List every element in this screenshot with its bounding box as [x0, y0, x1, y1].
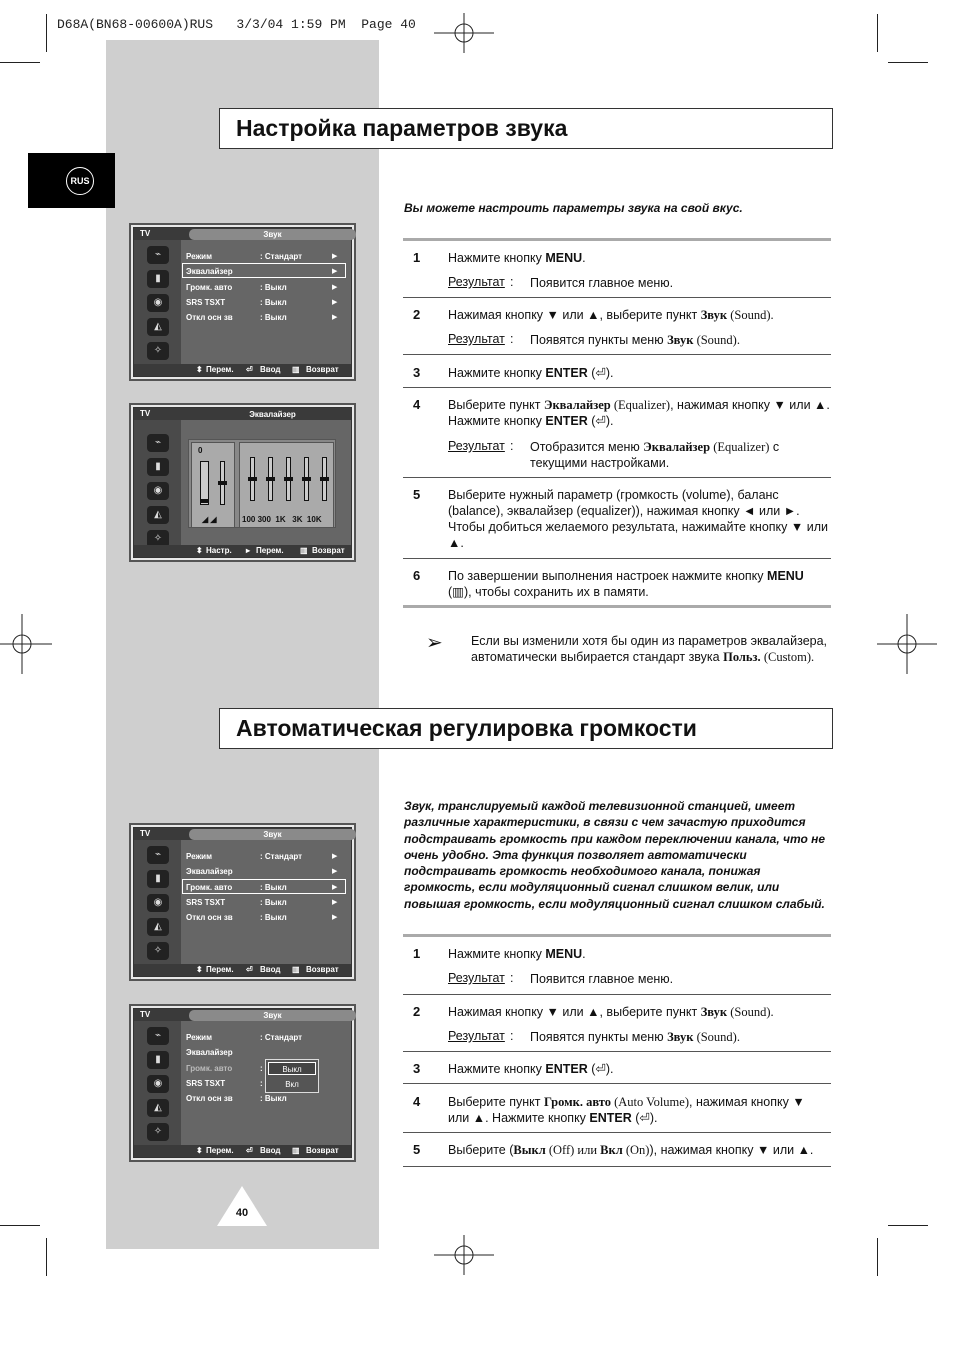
menu-item[interactable]: SRS TSXT — [186, 1079, 226, 1088]
updown-icon: ⬍ — [196, 365, 203, 374]
channel-icon: ◭ — [147, 318, 169, 336]
arrow-right-icon: ▶ — [332, 284, 338, 291]
help-enter: Ввод — [260, 1146, 281, 1155]
divider — [403, 934, 831, 937]
menu-help-bar — [134, 1145, 351, 1157]
menu-item[interactable]: Откл осн зв — [186, 313, 233, 322]
slider-knob — [248, 477, 257, 481]
equalizer-panel — [188, 439, 336, 528]
slider-knob — [284, 477, 293, 481]
arrow-right-icon: ▶ — [332, 853, 338, 860]
menu-colon: : — [260, 1079, 263, 1088]
result-label: Результат — [448, 439, 505, 453]
menu-sidebar — [134, 420, 181, 545]
menu-item[interactable]: Эквалайзер — [186, 867, 233, 876]
menu-title: Звук — [189, 829, 356, 840]
result-colon: : — [510, 1029, 514, 1043]
menu-value: : Выкл — [260, 298, 287, 307]
section-title: Настройка параметров звука — [219, 108, 833, 149]
crop-mark — [888, 62, 928, 63]
updown-icon: ⬍ — [196, 546, 203, 555]
antenna-icon: ⌁ — [147, 1027, 169, 1045]
step-number: 4 — [413, 1094, 421, 1109]
picture-icon: ▮ — [147, 458, 169, 476]
tv-label: TV — [140, 229, 151, 238]
menu-sidebar — [134, 840, 181, 964]
crop-mark — [877, 1238, 878, 1276]
result-text: Отобразится меню Эквалайзер (Equalizer) с текущими настройками. — [530, 440, 780, 470]
channel-icon: ◭ — [147, 1099, 169, 1117]
menu-item[interactable]: Режим — [186, 1033, 212, 1042]
arrow-right-icon: ▶ — [332, 314, 338, 321]
setup-icon: ✧ — [147, 1123, 169, 1141]
section-intro: Звук, транслируемый каждой телевизионной станцией, имеет различные характеристики, в связи с чем зачастую приходится подстраивать громкость при каждом переключении канала, что не очень удобно. Эта функция позволяет автоматически подстраивать громкость необходимого канала, понижая громкость, если модуляционный сигнал слишком велик, или повышая громкость, если модуляционный сигнал слишком слабый. — [404, 799, 826, 911]
help-enter: Ввод — [260, 365, 281, 374]
arrow-right-icon: ▶ — [332, 899, 338, 906]
help-move: Перем. — [206, 365, 234, 374]
tv-label: TV — [140, 1010, 151, 1019]
arrow-right-icon: ▶ — [332, 299, 338, 306]
help-move: Перем. — [256, 546, 284, 555]
tv-screen-sound-menu — [129, 223, 356, 381]
step-text: Нажмите кнопку ENTER (⏎). — [448, 366, 614, 380]
divider — [403, 387, 831, 388]
option-off[interactable]: Выкл — [268, 1062, 316, 1075]
enter-icon: ⏎ — [246, 1146, 253, 1155]
divider — [403, 1166, 831, 1167]
menu-colon: : — [260, 1064, 263, 1073]
menu-item[interactable]: Эквалайзер — [186, 267, 233, 276]
tv-label: TV — [140, 409, 151, 418]
menu-value: : Выкл — [260, 1094, 287, 1103]
divider — [403, 558, 831, 559]
option-popup — [265, 1059, 319, 1093]
step-text: Нажмите кнопку MENU. — [448, 947, 586, 961]
menu-icon: ▥ — [292, 1146, 300, 1155]
antenna-icon: ⌁ — [147, 246, 169, 264]
step-number: 3 — [413, 365, 421, 380]
slider-knob — [266, 477, 275, 481]
menu-item[interactable]: Громк. авто — [186, 1064, 233, 1073]
menu-value: : Стандарт — [260, 852, 303, 861]
registration-mark-icon — [434, 1225, 494, 1285]
menu-value: : Выкл — [260, 313, 287, 322]
tv-screen-equalizer — [129, 403, 356, 562]
divider — [403, 1132, 831, 1133]
step-number: 1 — [413, 250, 421, 265]
result-colon: : — [510, 439, 514, 453]
crop-mark — [46, 1238, 47, 1276]
picture-icon: ▮ — [147, 1051, 169, 1069]
note-arrow-icon: ➢ — [426, 632, 443, 654]
setup-icon: ✧ — [147, 342, 169, 360]
menu-title: Звук — [189, 229, 356, 240]
channel-icon: ◭ — [147, 506, 169, 524]
divider — [403, 605, 831, 608]
result-colon: : — [510, 275, 514, 289]
band-frequency-labels: 100 300 1K 3K 10K — [242, 515, 322, 524]
picture-icon: ▮ — [147, 870, 169, 888]
step-number: 4 — [413, 397, 421, 412]
divider — [403, 994, 831, 995]
menu-item[interactable]: Громк. авто — [186, 883, 233, 892]
menu-icon: ▥ — [292, 965, 300, 974]
setup-icon: ✧ — [147, 942, 169, 960]
menu-item[interactable]: Режим — [186, 852, 212, 861]
step-text: Нажимая кнопку ▼ или ▲, выберите пункт Звук (Sound). — [448, 1005, 774, 1019]
crop-mark — [877, 14, 878, 52]
result-colon: : — [510, 332, 514, 346]
menu-item[interactable]: Эквалайзер — [186, 1048, 233, 1057]
arrow-right-icon: ▶ — [332, 253, 338, 260]
divider — [403, 238, 831, 241]
menu-item[interactable]: Громк. авто — [186, 283, 233, 292]
volume-balance-group — [191, 442, 235, 528]
language-badge: RUS — [66, 167, 94, 195]
updown-icon: ⬍ — [196, 965, 203, 974]
divider — [403, 1051, 831, 1052]
volume-zero-label: 0 — [198, 446, 203, 455]
section-title: Автоматическая регулировка громкости — [219, 708, 833, 749]
menu-help-bar — [134, 545, 351, 557]
enter-icon: ⏎ — [246, 365, 253, 374]
step-number: 5 — [413, 487, 421, 502]
step-text: Выберите пункт Громк. авто (Auto Volume), нажимая кнопку ▼ или ▲. Нажмите кнопку ENTER (⏎). — [448, 1095, 805, 1125]
crop-mark — [888, 1225, 928, 1226]
slider-knob — [320, 477, 329, 481]
result-text: Появится главное меню. — [530, 972, 674, 986]
arrow-right-icon: ▶ — [332, 868, 338, 875]
menu-value: : Выкл — [260, 898, 287, 907]
tv-screen-auto-volume-popup — [129, 1004, 356, 1162]
help-return: Возврат — [306, 1146, 339, 1155]
menu-item[interactable]: SRS TSXT — [186, 898, 226, 907]
option-on[interactable]: Вкл — [285, 1080, 299, 1089]
step-text: Выберите (Выкл (Off) или Вкл (On)), нажимая кнопку ▼ или ▲. — [448, 1143, 814, 1157]
step-text: Выберите нужный параметр (громкость (volume), баланс (balance), эквалайзер (equalizer)), нажимая кнопку ◄ или ►. Чтобы добиться желаемого результата, нажимайте кнопку ▼ или ▲. — [448, 488, 828, 550]
crop-mark — [0, 1225, 40, 1226]
help-adjust: Настр. — [206, 546, 232, 555]
arrow-right-icon: ▶ — [332, 268, 338, 275]
divider — [403, 354, 831, 355]
step-text: Нажмите кнопку MENU. — [448, 251, 586, 265]
result-text: Появится главное меню. — [530, 276, 674, 290]
arrow-right-icon: ▶ — [332, 914, 338, 921]
divider — [403, 477, 831, 478]
help-move: Перем. — [206, 965, 234, 974]
result-text: Появятся пункты меню Звук (Sound). — [530, 1030, 740, 1044]
setup-icon: ✧ — [147, 530, 169, 548]
menu-item[interactable]: Откл осн зв — [186, 1094, 233, 1103]
page-number-triangle — [217, 1186, 267, 1226]
menu-item[interactable]: Режим — [186, 252, 212, 261]
speaker-icon: ◢ ◢ — [202, 515, 217, 524]
menu-sidebar — [134, 1021, 181, 1145]
page-number: 40 — [235, 1207, 249, 1219]
tv-label: TV — [140, 829, 151, 838]
leftright-icon: ▸ — [246, 546, 251, 555]
step-number: 5 — [413, 1142, 421, 1157]
sound-icon: ◉ — [147, 482, 169, 500]
menu-item[interactable]: Откл осн зв — [186, 913, 233, 922]
slider-knob — [200, 499, 209, 503]
antenna-icon: ⌁ — [147, 434, 169, 452]
note-text: Если вы изменили хотя бы один из параметров эквалайзера, автоматически выбирается стандарт звука Польз. (Custom). — [471, 634, 828, 664]
registration-mark-icon — [434, 3, 494, 63]
menu-icon: ▥ — [292, 365, 300, 374]
divider — [403, 297, 831, 298]
result-label: Результат — [448, 1029, 505, 1043]
registration-mark-icon — [0, 614, 52, 674]
updown-icon: ⬍ — [196, 1146, 203, 1155]
menu-value: : Стандарт — [260, 252, 303, 261]
crop-mark — [46, 14, 47, 52]
sound-icon: ◉ — [147, 894, 169, 912]
print-header: D68A(BN68-00600A)RUS 3/3/04 1:59 PM Page 40 — [57, 17, 416, 32]
result-label: Результат — [448, 971, 505, 985]
menu-sidebar — [134, 240, 181, 364]
sound-icon: ◉ — [147, 1075, 169, 1093]
result-label: Результат — [448, 332, 505, 346]
help-return: Возврат — [306, 365, 339, 374]
sound-icon: ◉ — [147, 294, 169, 312]
help-return: Возврат — [306, 965, 339, 974]
step-number: 2 — [413, 1004, 421, 1019]
tv-screen-auto-volume — [129, 823, 356, 981]
step-number: 2 — [413, 307, 421, 322]
menu-help-bar — [134, 964, 351, 976]
menu-title: Эквалайзер — [249, 410, 296, 419]
divider — [403, 1083, 831, 1084]
registration-mark-icon — [877, 614, 937, 674]
picture-icon: ▮ — [147, 270, 169, 288]
equalizer-bands — [239, 442, 334, 528]
section-intro: Вы можете настроить параметры звука на свой вкус. — [404, 201, 743, 215]
crop-mark — [0, 62, 40, 63]
antenna-icon: ⌁ — [147, 846, 169, 864]
help-move: Перем. — [206, 1146, 234, 1155]
menu-icon: ▥ — [300, 546, 308, 555]
menu-value: : Стандарт — [260, 1033, 303, 1042]
menu-value: : Выкл — [260, 913, 287, 922]
menu-value: : Выкл — [260, 283, 287, 292]
slider-knob — [218, 481, 227, 485]
enter-icon: ⏎ — [246, 965, 253, 974]
result-colon: : — [510, 971, 514, 985]
channel-icon: ◭ — [147, 918, 169, 936]
help-return: Возврат — [312, 546, 345, 555]
step-text: Нажимая кнопку ▼ или ▲, выберите пункт Звук (Sound). — [448, 308, 774, 322]
arrow-right-icon: ▶ — [332, 884, 338, 891]
step-number: 1 — [413, 946, 421, 961]
step-number: 6 — [413, 568, 421, 583]
menu-help-bar — [134, 364, 351, 376]
result-text: Появятся пункты меню Звук (Sound). — [530, 333, 740, 347]
menu-title: Звук — [189, 1010, 356, 1021]
menu-value: : Выкл — [260, 883, 287, 892]
result-label: Результат — [448, 275, 505, 289]
slider-knob — [302, 477, 311, 481]
step-text: Выберите пункт Эквалайзер (Equalizer), нажимая кнопку ▼ или ▲. Нажмите кнопку ENTER (⏎). — [448, 398, 830, 428]
step-text: Нажмите кнопку ENTER (⏎). — [448, 1062, 614, 1076]
step-text: По завершении выполнения настроек нажмите кнопку MENU (▥), чтобы сохранить их в памяти. — [448, 569, 804, 599]
help-enter: Ввод — [260, 965, 281, 974]
menu-item[interactable]: SRS TSXT — [186, 298, 226, 307]
step-number: 3 — [413, 1061, 421, 1076]
